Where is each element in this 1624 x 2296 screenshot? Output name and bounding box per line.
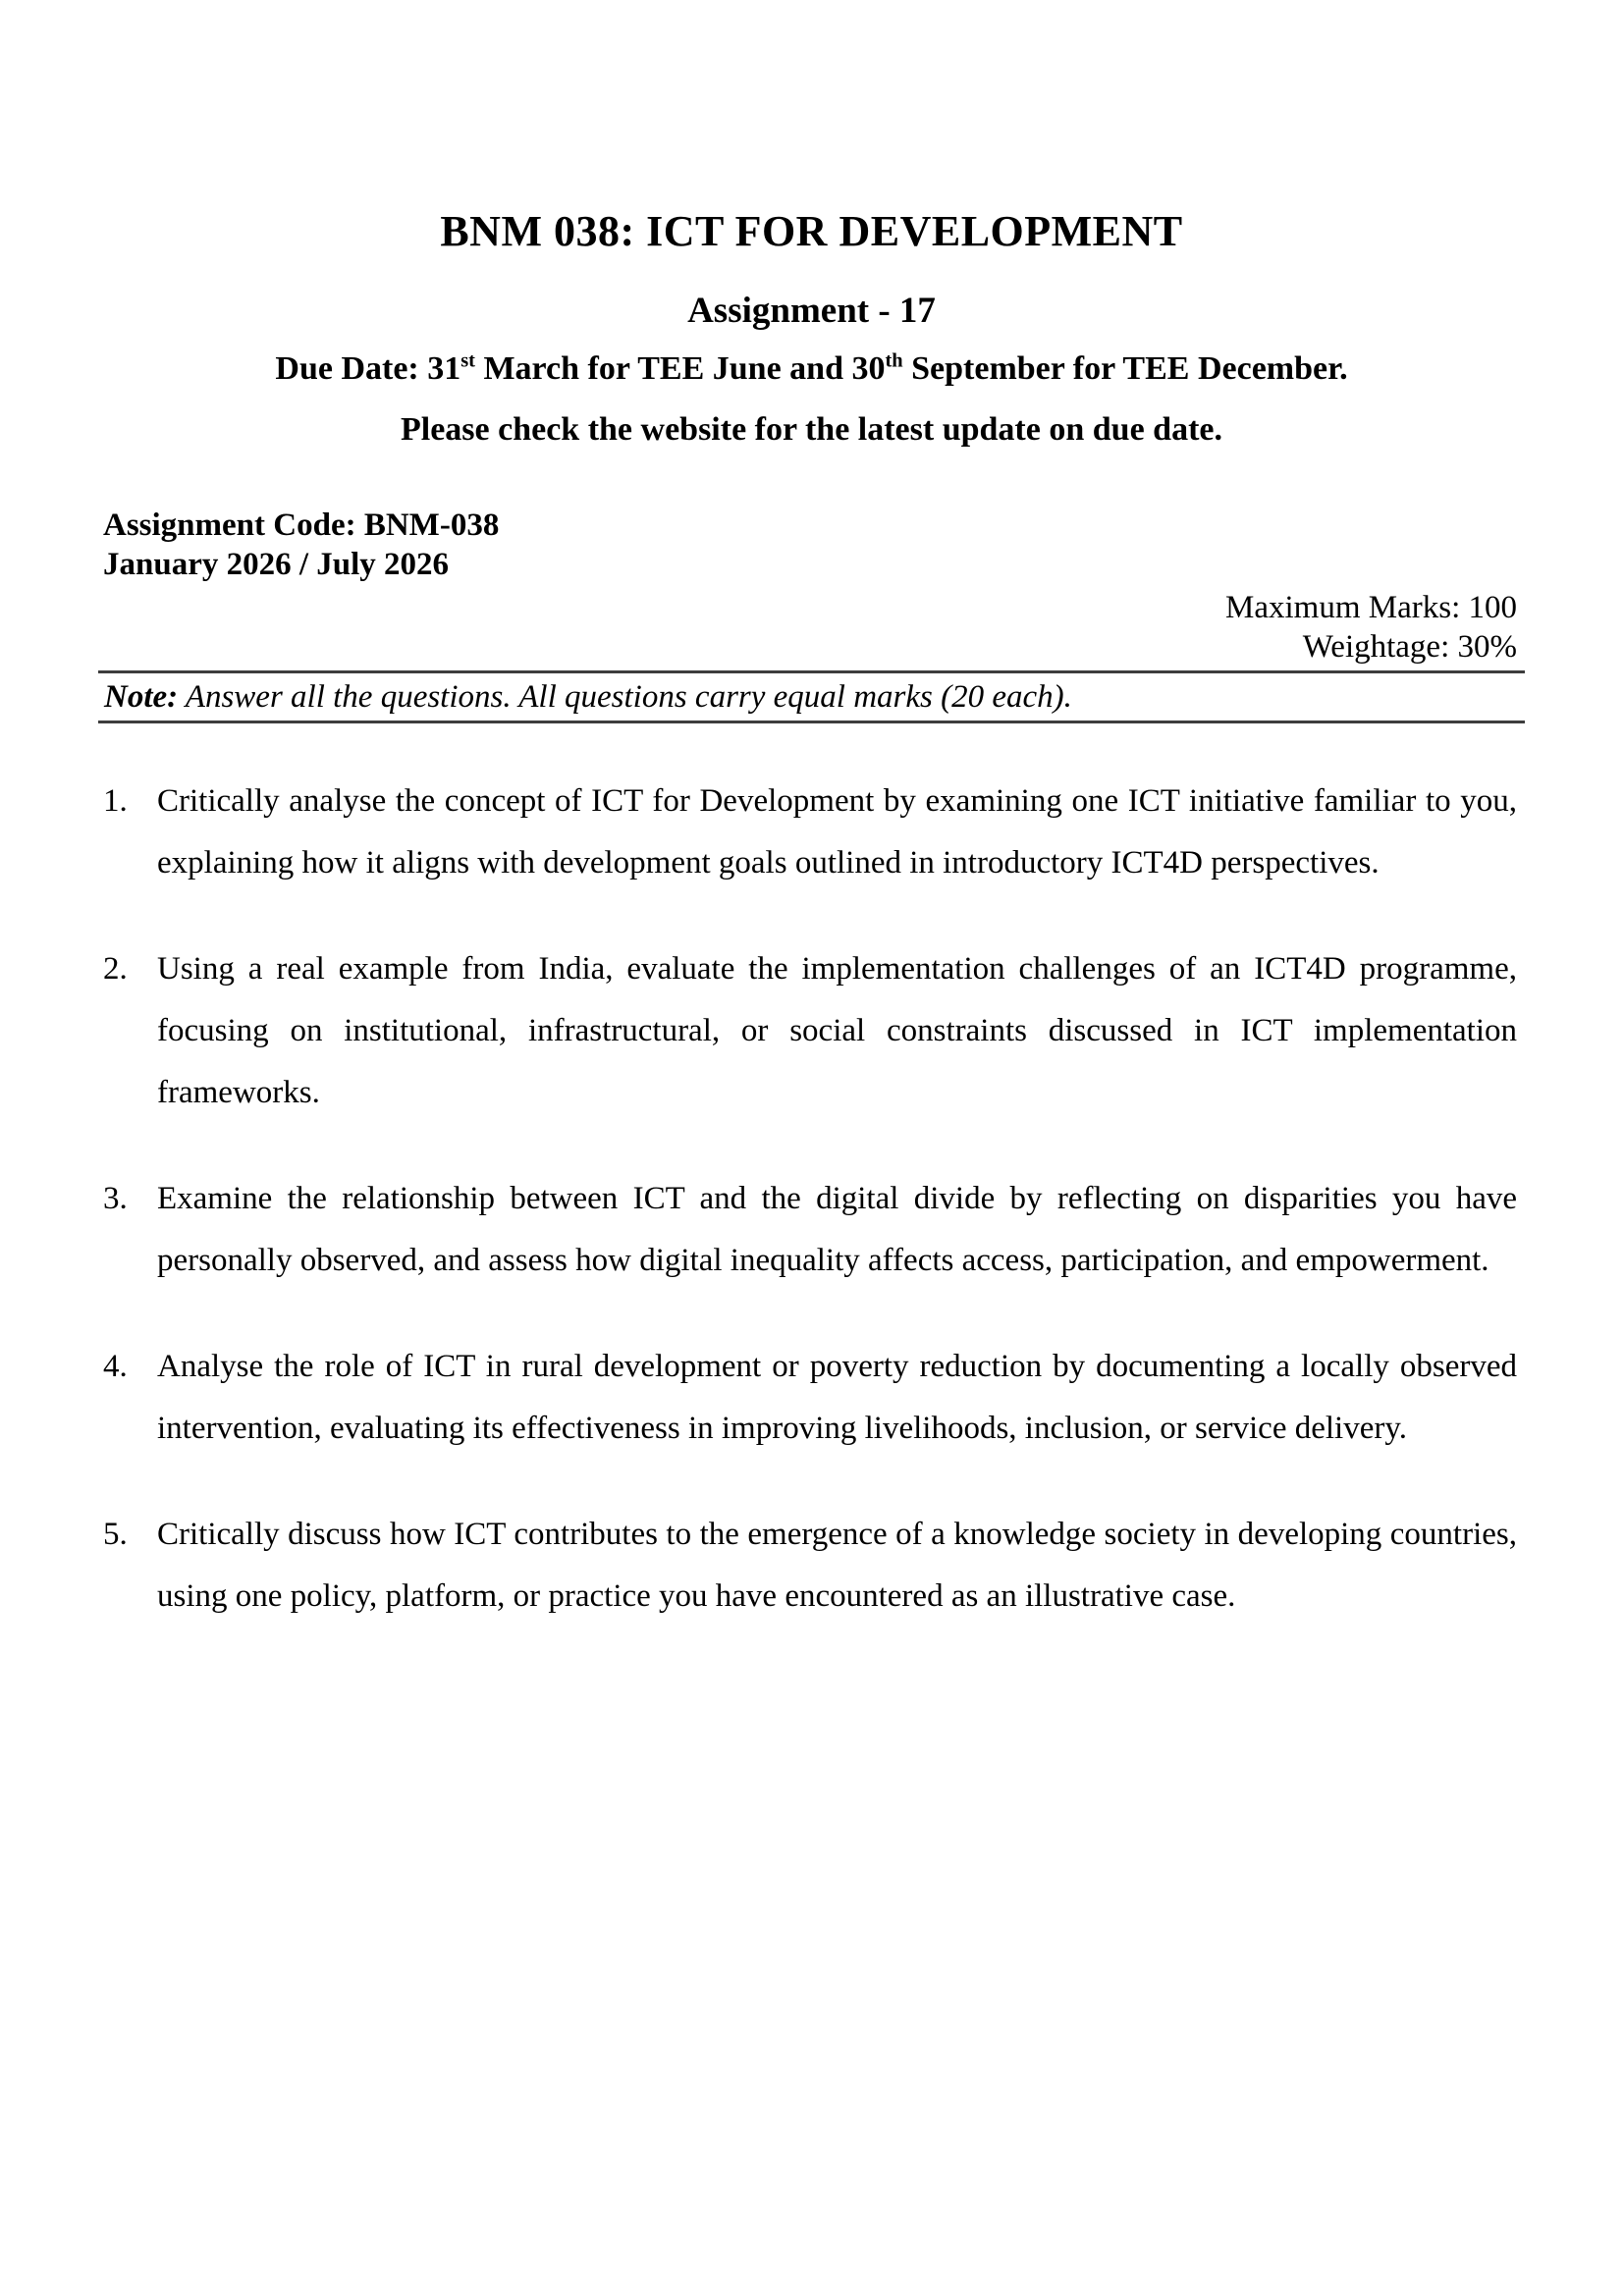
question-item-4	[98, 1336, 1517, 1460]
question-item-3	[98, 1168, 1517, 1292]
question-item-5	[98, 1504, 1517, 1628]
question-text: Analyse the role of ICT in rural development or poverty reduction by documenting a locally observed intervention, evaluating its effectiveness in improving livelihoods, inclusion, or service delivery.	[157, 1349, 1517, 1446]
note-label: Note:	[104, 679, 179, 715]
question-item-2	[98, 938, 1517, 1124]
question-text: Critically discuss how ICT contributes to the emergence of a knowledge society in developing countries, using one policy, platform, or practice you have encountered as an illustrative case.	[157, 1517, 1517, 1614]
ordinal-suffix-st: st	[460, 349, 475, 372]
assignment-info-block	[103, 506, 1525, 584]
due-date-part3: September for TEE December.	[902, 350, 1348, 387]
marks-info-block	[98, 588, 1517, 667]
assignment-number-heading: Assignment - 17	[687, 291, 936, 331]
note-text: Answer all the questions. All questions carry equal marks (20 each).	[178, 679, 1072, 715]
due-date-part1: Due Date: 31	[275, 350, 461, 387]
note-banner	[98, 670, 1525, 723]
maximum-marks: Maximum Marks: 100	[1225, 590, 1517, 625]
question-text: Critically analyse the concept of ICT for Development by examining one ICT initiative familiar to you, explaining how it aligns with development goals outlined in introductory ICT4D perspectives.	[157, 783, 1517, 881]
page-content	[0, 206, 1624, 1628]
question-text: Using a real example from India, evaluate the implementation challenges of an ICT4D programme, focusing on institutional, infrastructural, or social constraints discussed in ICT implementation frameworks.	[157, 951, 1517, 1110]
question-number: 2.	[103, 951, 128, 987]
ordinal-suffix-th: th	[885, 349, 903, 372]
weightage: Weightage: 30%	[1302, 629, 1517, 665]
question-number: 4.	[103, 1349, 128, 1384]
due-date-line	[98, 349, 1525, 389]
question-number: 5.	[103, 1517, 128, 1552]
question-number: 3.	[103, 1181, 128, 1216]
question-text: Examine the relationship between ICT and the digital divide by reflecting on disparities you have personally observed, and assess how digital inequality affects access, participation, and empowerment.	[157, 1181, 1517, 1278]
session-line: January 2026 / July 2026	[103, 547, 450, 582]
website-update-note: Please check the website for the latest update on due date.	[400, 411, 1222, 448]
assignment-code: Assignment Code: BNM-038	[103, 507, 500, 543]
due-date-part2: March for TEE June and 30	[474, 350, 886, 387]
questions-list	[98, 771, 1525, 1628]
question-item-1	[98, 771, 1517, 894]
question-number: 1.	[103, 783, 128, 819]
page-title: BNM 038: ICT FOR DEVELOPMENT	[440, 207, 1183, 255]
